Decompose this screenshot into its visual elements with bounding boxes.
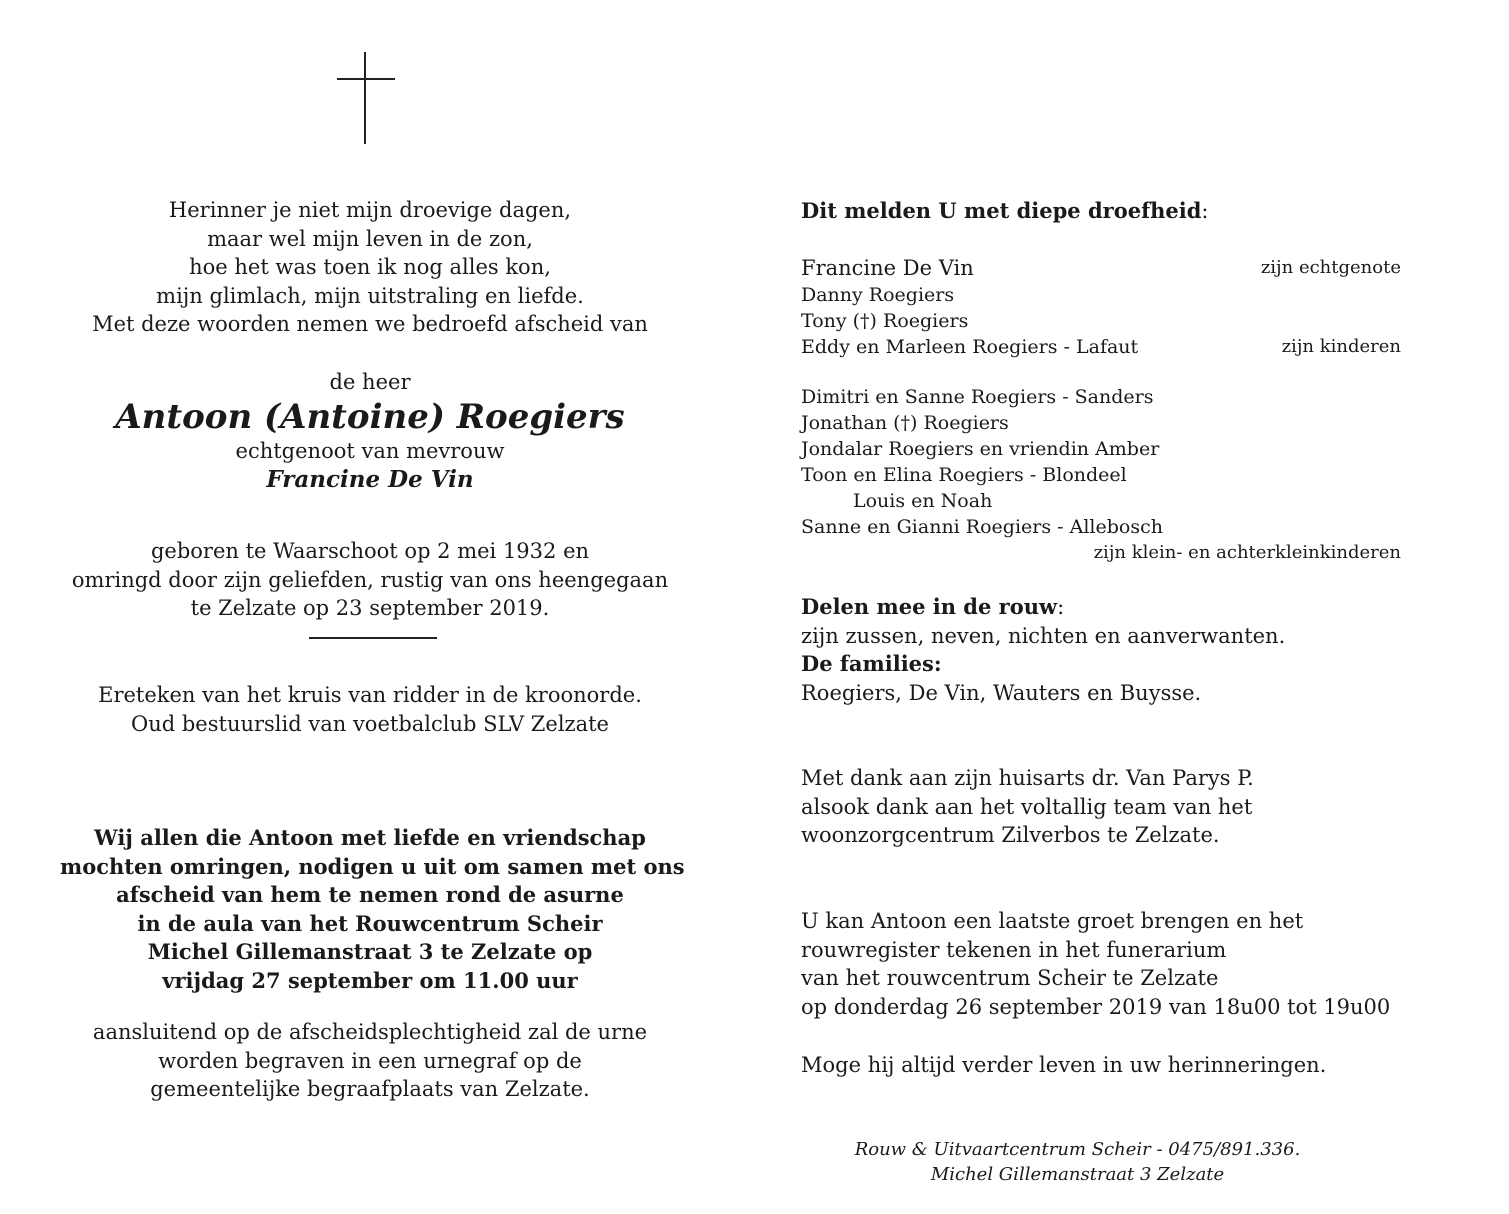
burial-line: aansluitend op de afscheidsplechtigheid zal de urne — [92, 1020, 648, 1044]
grandchildren-list — [801, 384, 1401, 566]
thanks-block — [801, 764, 1401, 850]
visit-line: U kan Antoon een laatste groet brengen en het — [801, 909, 1304, 933]
colon: : — [1201, 199, 1209, 223]
burial-line: gemeentelijke begraafplaats van Zelzate. — [150, 1077, 590, 1101]
funeral-home-footer — [800, 1137, 1355, 1187]
birth-death — [60, 537, 680, 623]
cross-icon — [337, 52, 395, 144]
birth-death-line: geboren te Waarschoot op 2 mei 1932 en — [150, 539, 590, 563]
mourning-block — [801, 593, 1401, 707]
burial — [60, 1018, 680, 1104]
grandchild-entry: Jondalar Roegiers en vriendin Amber — [801, 438, 1160, 460]
child-entry: Eddy en Marleen Roegiers - Lafaut — [801, 336, 1139, 358]
grandchild-entry: Toon en Elina Roegiers - Blondeel — [801, 464, 1127, 486]
birth-death-line: te Zelzate op 23 september 2019. — [190, 596, 550, 620]
deceased-relation: echtgenoot van mevrouw — [235, 438, 505, 463]
closing-line: Moge hij altijd verder leven in uw herinneringen. — [801, 1053, 1327, 1077]
poem-line: Met deze woorden nemen we bedroefd afscheid van — [92, 312, 648, 336]
divider — [309, 637, 437, 639]
mourn-text: zijn zussen, neven, nichten en aanverwanten. — [801, 623, 1286, 648]
visit-line: van het rouwcentrum Scheir te Zelzate — [801, 966, 1219, 990]
children-relation: zijn kinderen — [1281, 336, 1401, 357]
grandchildren-relation: zijn klein- en achterkleinkinderen — [1093, 542, 1401, 563]
honor-line: Ereteken van het kruis van ridder in de kroonorde. — [98, 683, 642, 707]
birth-death-line: omringd door zijn geliefden, rustig van ons heengegaan — [71, 567, 669, 592]
spouse-entry: Francine De Vin — [801, 256, 974, 280]
poem — [60, 196, 680, 339]
thanks-line: woonzorgcentrum Zilverbos te Zelzate. — [801, 823, 1220, 847]
poem-line: hoe het was toen ik nog alles kon, — [189, 255, 551, 279]
families-heading: De families: — [801, 651, 942, 676]
ceremony-line: in de aula van het Rouwcentrum Scheir — [137, 910, 603, 936]
announcement-heading — [801, 197, 1401, 226]
deceased-block — [60, 368, 680, 495]
poem-line: mijn glimlach, mijn uitstraling en liefde. — [156, 283, 584, 308]
thanks-line: alsook dank aan het voltallig team van het — [801, 794, 1253, 819]
colon: : — [1057, 595, 1065, 619]
ceremony-line: mochten omringen, nodigen u uit om samen met ons — [60, 853, 685, 879]
grandchild-entry: Dimitri en Sanne Roegiers - Sanders — [801, 386, 1154, 408]
deceased-name: Antoon (Antoine) Roegiers — [115, 396, 625, 437]
deceased-title: de heer — [329, 370, 411, 394]
honor-line: Oud bestuurslid van voetbalclub SLV Zelzate — [131, 711, 609, 736]
families-list: Roegiers, De Vin, Wauters en Buysse. — [801, 680, 1202, 705]
footer-line: Rouw & Uitvaartcentrum Scheir - 0475/891.336. — [854, 1139, 1301, 1160]
announcement-title: Dit melden U met diepe droefheid — [801, 198, 1202, 223]
grandchild-entry: Sanne en Gianni Roegiers - Allebosch — [801, 516, 1163, 538]
poem-line: Herinner je niet mijn droevige dagen, — [168, 198, 572, 222]
ceremony-line: afscheid van hem te nemen rond de asurne — [116, 882, 624, 907]
ceremony-line: Wij allen die Antoon met liefde en vriendschap — [94, 825, 646, 850]
grandchild-entry: Jonathan (†) Roegiers — [801, 412, 1009, 434]
closing-block — [801, 1051, 1401, 1080]
honors — [60, 681, 680, 738]
ceremony-line: Michel Gillemanstraat 3 te Zelzate op — [147, 939, 593, 964]
grandchild-entry: Louis en Noah — [853, 490, 993, 512]
child-entry: Danny Roegiers — [801, 284, 955, 306]
visit-line: op donderdag 26 september 2019 van 18u00 tot 19u00 — [801, 994, 1391, 1019]
visit-block — [801, 907, 1401, 1021]
child-entry: Tony (†) Roegiers — [801, 310, 969, 332]
poem-line: maar wel mijn leven in de zon, — [207, 226, 533, 251]
footer-line: Michel Gillemanstraat 3 Zelzate — [930, 1164, 1225, 1185]
ceremony-line: vrijdag 27 september om 11.00 uur — [162, 967, 578, 993]
burial-line: worden begraven in een urnegraf op de — [158, 1048, 582, 1073]
family-list — [801, 254, 1401, 360]
mourn-heading: Delen mee in de rouw — [801, 594, 1058, 619]
visit-line: rouwregister tekenen in het funerarium — [801, 937, 1227, 962]
ceremony — [60, 824, 685, 995]
spouse-name: Francine De Vin — [266, 466, 474, 493]
spouse-relation: zijn echtgenote — [1260, 257, 1401, 278]
thanks-line: Met dank aan zijn huisarts dr. Van Parys P. — [801, 766, 1254, 790]
